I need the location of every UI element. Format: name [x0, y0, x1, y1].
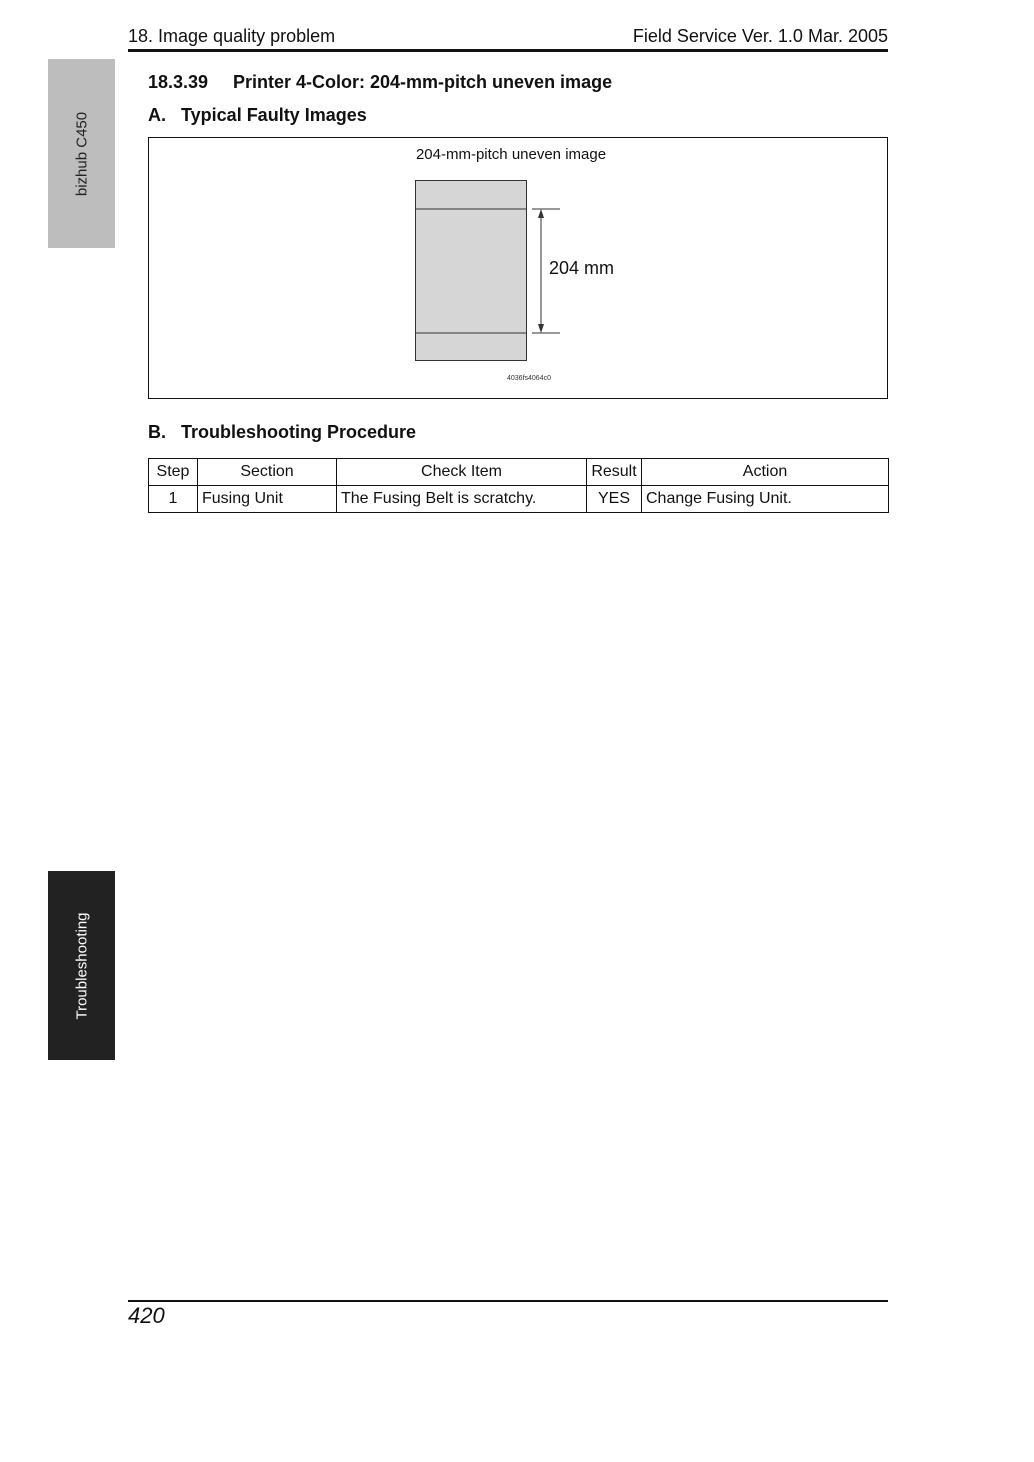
dimension-label: 204 mm — [549, 258, 615, 278]
uneven-image-diagram — [149, 138, 887, 398]
section-number: 18.3.39 — [148, 72, 209, 92]
header-action: Action — [642, 459, 889, 486]
header-step: Step — [149, 459, 198, 486]
table-header-row — [149, 459, 889, 486]
dimension-arrow-top — [538, 209, 544, 218]
figure-code: 4036fs4064c0 — [507, 375, 551, 382]
cell-check-item: The Fusing Belt is scratchy. — [337, 486, 587, 513]
figure-caption: 204-mm-pitch uneven image — [415, 146, 607, 163]
table-row — [149, 486, 889, 513]
cell-result: YES — [587, 486, 642, 513]
part-a-letter: A. — [148, 105, 166, 125]
cell-action: Change Fusing Unit. — [642, 486, 889, 513]
part-b-letter: B. — [148, 422, 166, 442]
dimension-arrow-bottom — [538, 324, 544, 333]
page-number: 420 — [128, 1303, 165, 1328]
header-check-item: Check Item — [337, 459, 587, 486]
cell-step: 1 — [149, 486, 198, 513]
running-header-edition: Field Service Ver. 1.0 Mar. 2005 — [632, 26, 888, 46]
part-b-title: Troubleshooting Procedure — [181, 422, 417, 442]
section-title: Printer 4-Color: 204-mm-pitch uneven image — [233, 72, 613, 92]
header-result: Result — [587, 459, 642, 486]
faulty-image-figure — [148, 137, 888, 399]
part-b-heading — [148, 422, 416, 443]
section-heading — [148, 72, 612, 93]
troubleshooting-table — [148, 458, 889, 513]
cell-section: Fusing Unit — [198, 486, 337, 513]
side-tab-model — [48, 59, 115, 248]
side-tab-chapter — [48, 871, 115, 1060]
side-tab-chapter-label: Troubleshooting — [73, 911, 90, 1020]
header-section: Section — [198, 459, 337, 486]
part-a-heading — [148, 105, 367, 126]
running-header-chapter: 18. Image quality problem — [128, 26, 336, 46]
side-tab-model-label: bizhub C450 — [73, 111, 90, 196]
part-a-title: Typical Faulty Images — [181, 105, 367, 125]
header-rule — [128, 49, 888, 52]
footer-rule — [128, 1300, 888, 1302]
